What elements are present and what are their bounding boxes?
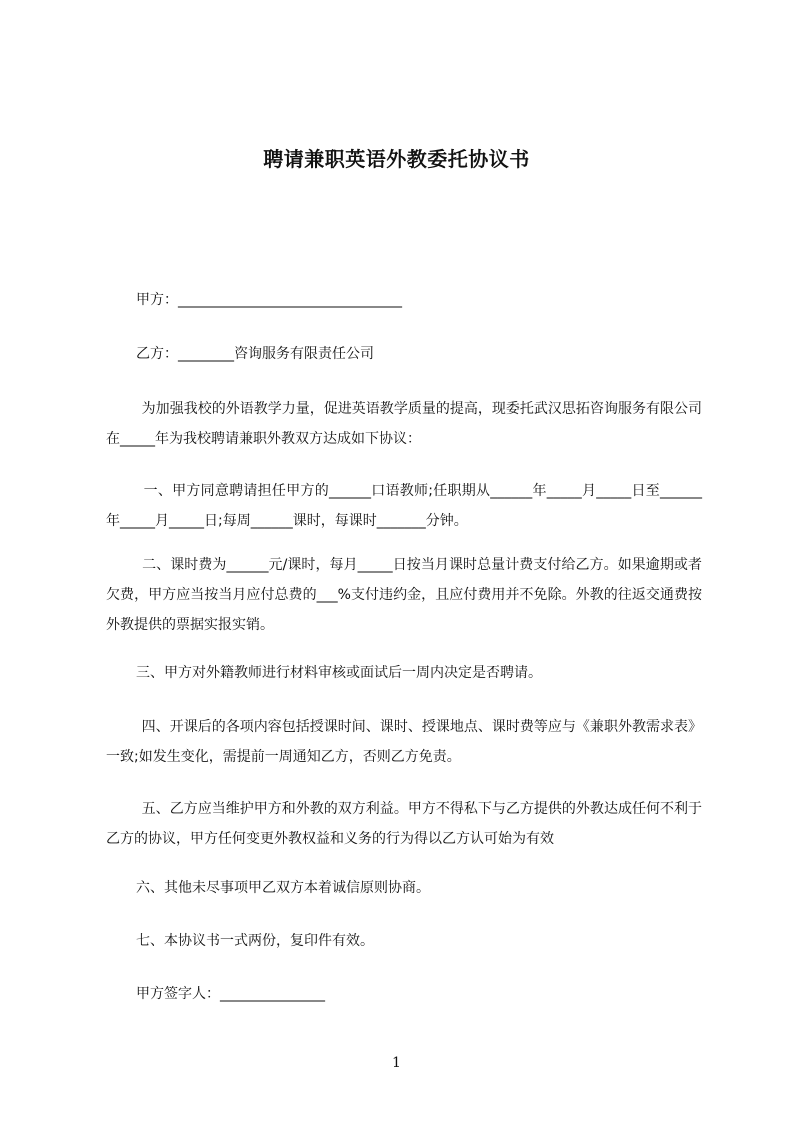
clause-5: 五、乙方应当维护甲方和外教的双方利益。甲方不得私下与乙方提供的外教达成任何不利于乙方的协议，甲方任何变更外教权益和义务的行为得以乙方认可始为有效 [106,801,702,847]
page-number: 1 [392,1055,401,1071]
clause-3: 三、甲方对外籍教师进行材料审核或面试后一周内决定是否聘请。 [136,665,542,681]
clause-1: 一、甲方同意聘请担任甲方的______口语教师;任职期从______年_____月_____日至______年_____月_____日;每周______课时，每课时_______分钟。 [106,483,702,529]
clause-4: 四、开课后的各项内容包括授课时间、课时、授课地点、课时费等应与《兼职外教需求表》一致;如发生变化，需提前一周通知乙方，否则乙方免责。 [106,719,702,765]
document-title: 聘请兼职英语外教委托协议书 [263,147,530,171]
party-b-line: 乙方：________咨询服务有限责任公司 [136,346,374,362]
signature-line: 甲方签字人：_______________ [136,986,325,1002]
clause-6: 六、其他未尽事项甲乙双方本着诚信原则协商。 [136,880,430,896]
clause-7: 七、本协议书一式两份，复印件有效。 [136,933,374,949]
clause-2: 二、课时费为______元/课时，每月_____日按当月课时总量计费支付给乙方。如果逾期或者欠费，甲方应当按当月应付总费的___%支付违约金，且应付费用并不免除。外教的往返交通费按外教提供的票据实报实销。 [106,557,702,633]
party-a-line: 甲方：________________________________ [136,292,402,308]
intro-paragraph: 为加强我校的外语教学力量，促进英语教学质量的提高，现委托武汉思拓咨询服务有限公司在_____年为我校聘请兼职外教双方达成如下协议： [106,401,702,447]
